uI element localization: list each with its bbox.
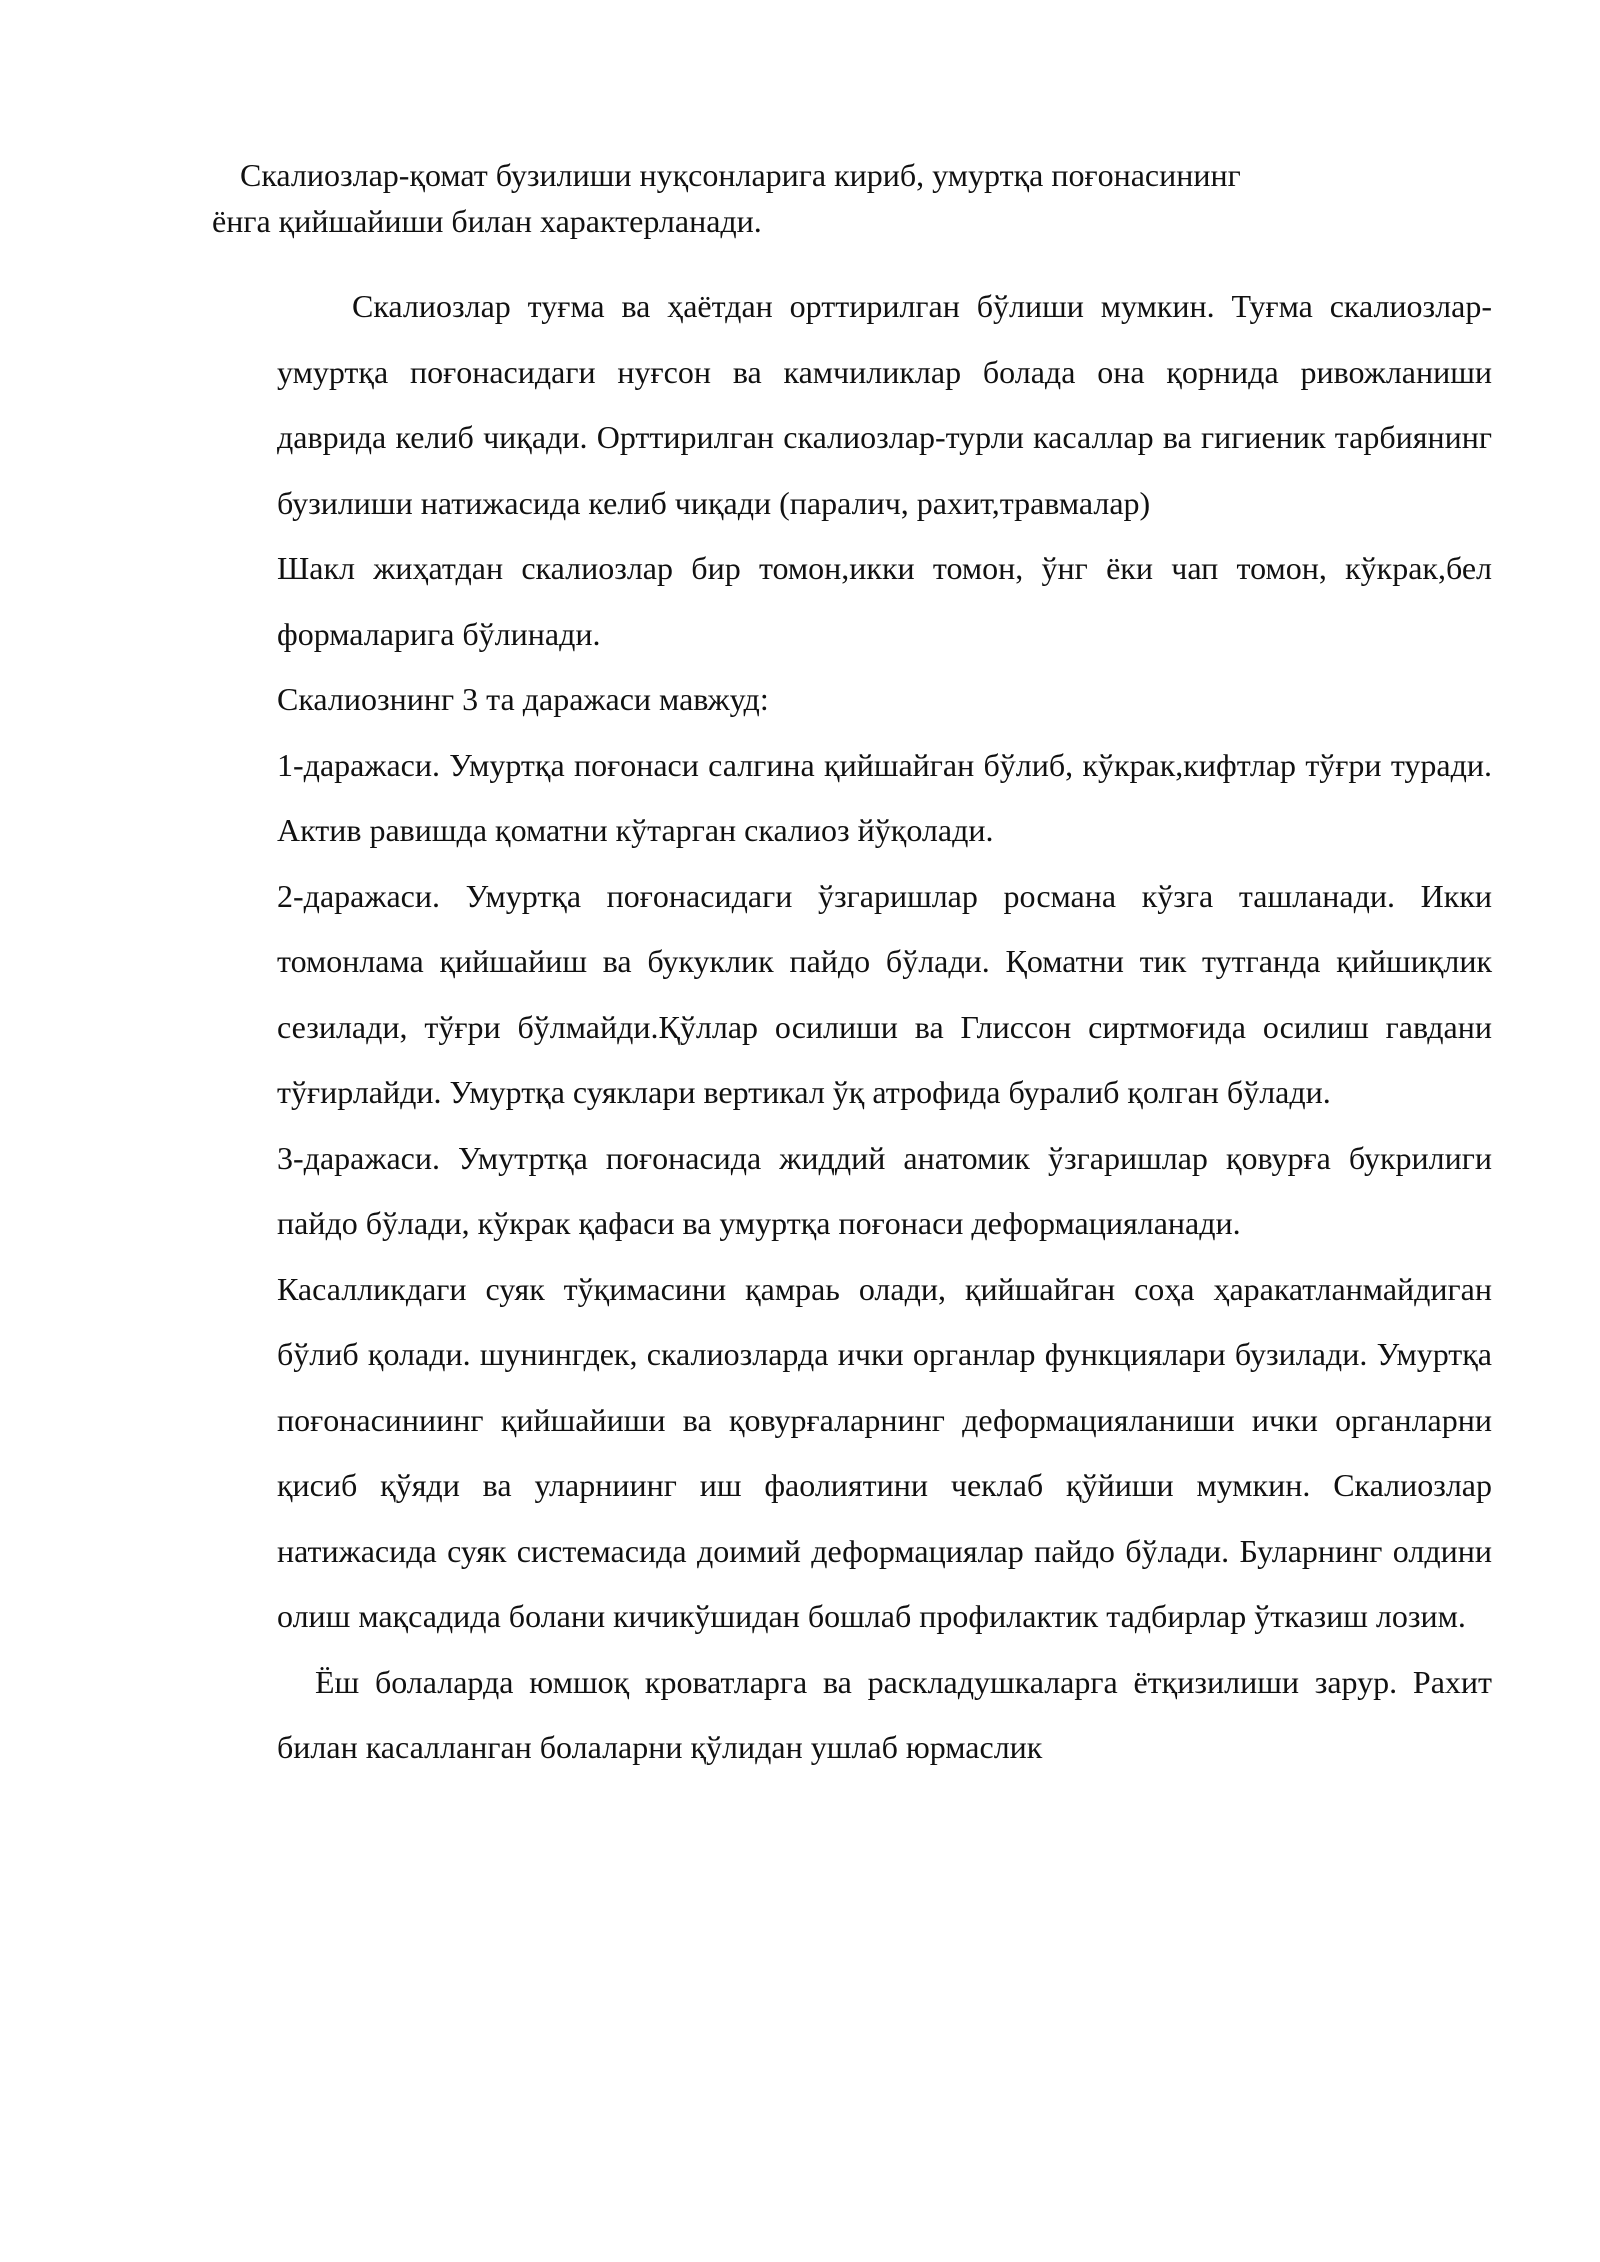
paragraph-degree-1: 1-даражаси. Умуртқа поғонаси салгина қийшайган бўлиб, кўкрак,кифтлар тўғри туради. Актив равишда қоматни кўтарган скалиоз йўқолади. (277, 746, 1492, 848)
intro-line-1: Скалиозлар-қомат бузилиши нуқсонларига кириб, умуртқа поғонасининг (240, 157, 1241, 193)
paragraph-scoliosis-types: Скалиозлар туғма ва ҳаётдан орттирилган бўлиши мумкин. Туғма скалиозлар-умуртқа поғонасидаги нуғсон ва камчиликлар болада она қорнида ривожланиши даврида келиб чиқади. Орттирилган скалиозлар-турли касаллар ва гигиеник тарбиянинг бузилиши натижасида келиб чиқади (паралич, рахит,травмалар) (277, 288, 1492, 521)
paragraph-shape-forms: Шакл жиҳатдан скалиозлар бир томон,икки томон, ўнг ёки чап томон, кўкрак,бел формаларига бўлинади. (277, 550, 1492, 652)
document-body (277, 274, 1492, 1781)
paragraph-degree-2: 2-даражаси. Умуртқа поғонасидаги ўзгаришлар росмана кўзга ташланади. Икки томонлама қийшайиш ва букуклик пайдо бўлади. Қоматни тик тутганда қийшиқлик сезилади, тўғри бўлмайди.Қўллар осилиши ва Глиссон сиртмоғида осилиш гавдани тўғирлайди. Умуртқа суяклари вертикал ўқ атрофида буралиб қолган бўлади. (277, 877, 1492, 1110)
intro-paragraph (212, 152, 1492, 244)
intro-line-2: ёнга қийшайиши билан характерланади. (212, 203, 762, 239)
paragraph-young-children: Ёш болаларда юмшоқ кроватларга ва раскладушкаларга ётқизилиши зарур. Рахит билан касалланган болаларни қўлидан ушлаб юрмаслик (277, 1663, 1492, 1765)
paragraph-disease-effects: Касалликдаги суяк тўқимасини қамраь олади, қийшайган соҳа ҳаракатланмайдиган бўлиб қолади. шунингдек, скалиозларда ички органлар функциялари бузилади. Умуртқа поғонасиниинг қийшайиши ва қовурғаларнинг деформацияланиши ички органларни қисиб қўяди ва уларниинг иш фаолиятини чеклаб қўйиши мумкин. Скалиозлар натижасида суяк системасида доимий деформациялар пайдо бўлади. Буларнинг олдини олиш мақсадида болани кичикўшидан бошлаб профилактик тадбирлар ўтказиш лозим. (277, 1270, 1492, 1634)
paragraph-degree-3: 3-даражаси. Умутртқа поғонасида жиддий анатомик ўзгаришлар қовурға букрилиги пайдо бўлади, кўкрак қафаси ва умуртқа поғонаси деформацияланади. (277, 1139, 1492, 1241)
paragraph-degrees-heading: Скалиознинг 3 та даражаси мавжуд: (277, 681, 769, 717)
